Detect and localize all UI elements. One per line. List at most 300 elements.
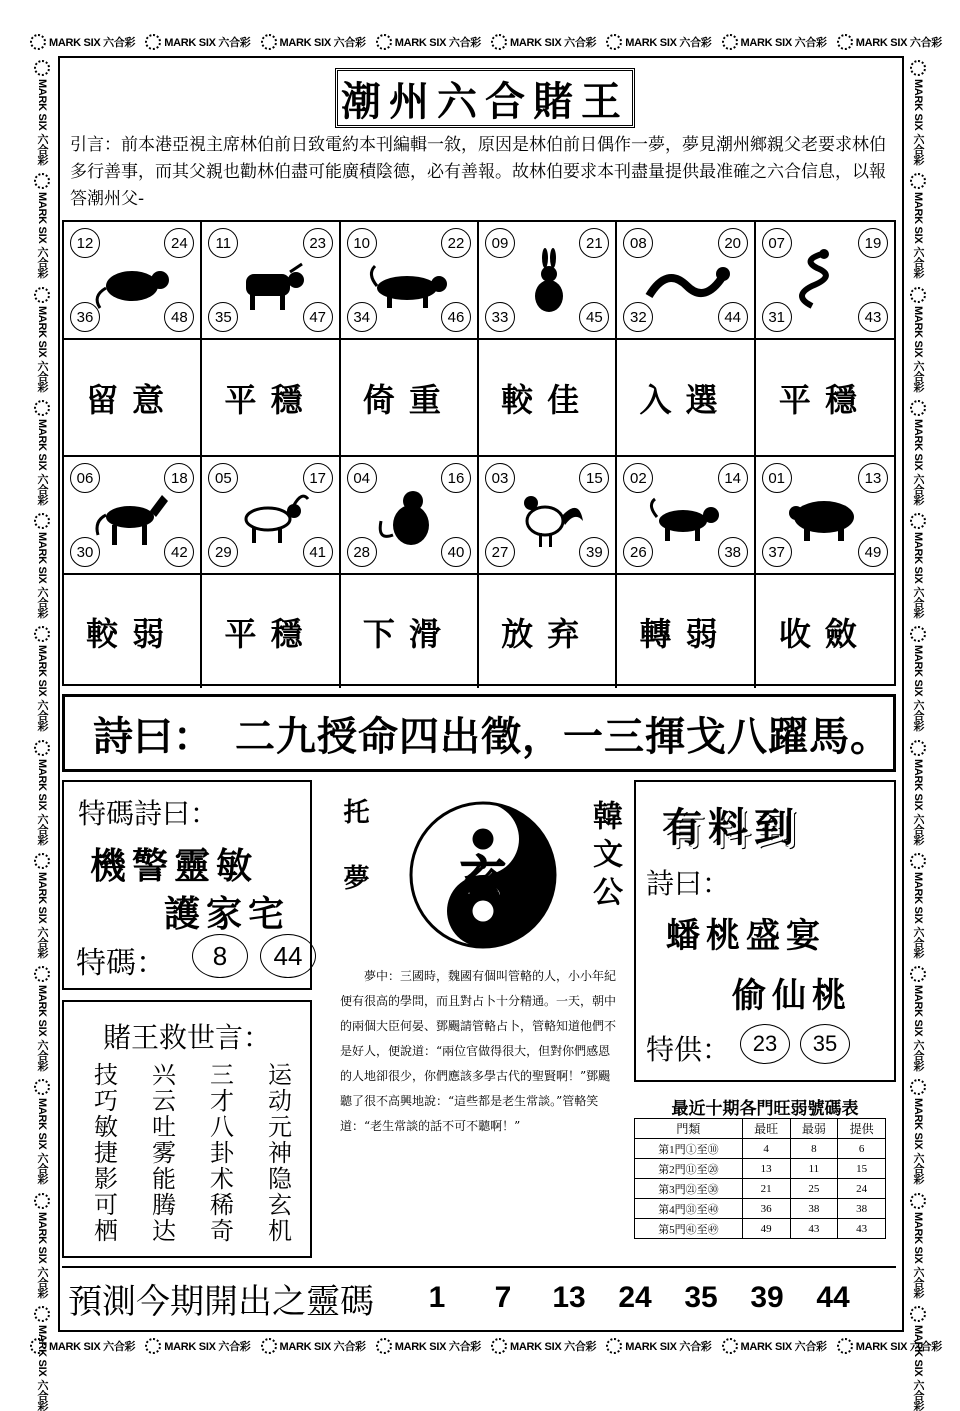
border-text: MARK SIX 六合彩 — [36, 418, 48, 505]
saving-word-char: 影 — [94, 1165, 118, 1193]
flower-icon — [261, 34, 277, 50]
zodiac-fortune-cell — [341, 340, 479, 457]
zodiac-cell — [756, 457, 894, 575]
poem-text: 二九授命四出徵，一三揮戈八躍馬。 — [235, 713, 891, 760]
border-left — [30, 60, 54, 1411]
border-unit — [145, 34, 250, 50]
goat-icon — [228, 481, 314, 551]
zodiac-number: 17 — [303, 463, 333, 493]
border-text: MARK SIX 六合彩 — [394, 1341, 481, 1353]
saving-word-char: 隐 — [268, 1165, 292, 1193]
border-unit — [34, 966, 50, 1071]
border-right — [906, 60, 930, 1411]
zodiac-cell — [479, 457, 617, 575]
zodiac-fortune-cell — [617, 340, 755, 457]
saving-word-char: 稀 — [210, 1191, 234, 1219]
zodiac-number: 02 — [623, 463, 653, 493]
saving-word-char: 运 — [268, 1061, 292, 1089]
border-text: MARK SIX 六合彩 — [912, 192, 924, 279]
saving-word-char: 三 — [210, 1061, 234, 1089]
zodiac-fortune-cell — [341, 575, 479, 688]
flower-icon — [910, 740, 926, 756]
border-text: MARK SIX 六合彩 — [36, 1324, 48, 1411]
rooster-icon — [505, 481, 591, 551]
table-cell: 第5門㊶至㊾ — [635, 1219, 743, 1239]
flower-icon — [34, 400, 50, 416]
saving-words-column — [210, 1062, 234, 1244]
border-text: MARK SIX 六合彩 — [510, 1341, 597, 1353]
tip-offer-label: 特供： — [646, 1033, 731, 1066]
border-unit — [910, 1079, 926, 1184]
pig-icon — [782, 481, 868, 551]
special-poem-line1: 機警靈敏 — [90, 846, 259, 887]
flower-icon — [34, 1306, 50, 1322]
tip-title: 有料到 — [662, 805, 800, 851]
flower-icon — [910, 400, 926, 416]
zodiac-fortune-cell — [479, 340, 617, 457]
flower-icon — [910, 173, 926, 189]
poem-banner — [62, 694, 896, 772]
border-unit — [606, 1338, 711, 1354]
border-unit — [910, 173, 926, 278]
border-unit — [491, 34, 596, 50]
border-text: MARK SIX 六合彩 — [855, 1341, 942, 1353]
flower-icon — [910, 1306, 926, 1322]
dream-section — [322, 780, 626, 1258]
zodiac-number: 18 — [164, 463, 194, 493]
zodiac-number: 01 — [762, 463, 792, 493]
border-text: MARK SIX 六合彩 — [36, 1098, 48, 1185]
flower-icon — [34, 966, 50, 982]
saving-word-char: 术 — [210, 1165, 234, 1193]
tip-box — [634, 780, 896, 1082]
saving-word-char: 机 — [268, 1217, 292, 1245]
table-row — [635, 1179, 886, 1199]
table-cell: 21 — [742, 1179, 790, 1199]
monkey-icon — [367, 481, 453, 551]
zodiac-number: 38 — [718, 537, 748, 567]
zodiac-number: 24 — [164, 228, 194, 258]
zodiac-fortune-cell — [756, 340, 894, 457]
flower-icon — [606, 34, 622, 50]
zodiac-number: 44 — [718, 302, 748, 332]
table-header: 最旺 — [742, 1119, 790, 1139]
border-text: MARK SIX 六合彩 — [36, 79, 48, 166]
border-unit — [34, 173, 50, 278]
border-text: MARK SIX 六合彩 — [912, 305, 924, 392]
table-cell: 43 — [790, 1219, 838, 1239]
border-text: MARK SIX 六合彩 — [625, 1341, 712, 1353]
zodiac-number: 46 — [441, 302, 471, 332]
table-cell: 8 — [790, 1139, 838, 1159]
zodiac-number: 05 — [208, 463, 238, 493]
border-unit — [910, 1306, 926, 1411]
zodiac-number: 37 — [762, 537, 792, 567]
table-header: 最弱 — [790, 1119, 838, 1139]
table-cell: 第4門㉛至㊵ — [635, 1199, 743, 1219]
border-top — [30, 30, 942, 54]
flower-icon — [34, 513, 50, 529]
flower-icon — [376, 1338, 392, 1354]
table-header: 提供 — [838, 1119, 886, 1139]
saving-word-char: 才 — [210, 1087, 234, 1115]
zodiac-fortune-word: 放弃 — [501, 614, 594, 653]
border-text: MARK SIX 六合彩 — [912, 871, 924, 958]
flower-icon — [34, 287, 50, 303]
flower-icon — [910, 60, 926, 76]
flower-icon — [910, 513, 926, 529]
flower-icon — [261, 1338, 277, 1354]
border-text: MARK SIX 六合彩 — [36, 1211, 48, 1298]
zodiac-number: 22 — [441, 228, 471, 258]
border-unit — [34, 1306, 50, 1411]
dream-vertical-title: 托夢 — [339, 798, 369, 930]
flower-icon — [376, 34, 392, 50]
zodiac-number: 20 — [718, 228, 748, 258]
border-unit — [910, 60, 926, 165]
zodiac-cell — [64, 457, 202, 575]
zodiac-cell — [617, 222, 755, 340]
special-poem-line2: 護家宅 — [164, 894, 291, 935]
table-cell: 6 — [838, 1139, 886, 1159]
table-cell: 15 — [838, 1159, 886, 1179]
zodiac-fortune-word: 平穩 — [224, 614, 317, 653]
border-text: MARK SIX 六合彩 — [912, 532, 924, 619]
border-unit — [34, 1079, 50, 1184]
table-cell: 43 — [838, 1219, 886, 1239]
table-cell: 第3門㉑至㉚ — [635, 1179, 743, 1199]
flower-icon — [34, 173, 50, 189]
zodiac-fortune-word: 轉弱 — [639, 614, 732, 653]
prediction-label: 預測今期開出之靈碼 — [68, 1281, 374, 1322]
border-unit — [910, 853, 926, 958]
saving-word-char: 可 — [94, 1191, 118, 1219]
rat-icon — [90, 246, 176, 316]
table-cell: 13 — [742, 1159, 790, 1179]
border-unit — [722, 34, 827, 50]
saving-word-char: 雾 — [152, 1139, 176, 1167]
zodiac-cell — [479, 222, 617, 340]
border-text: MARK SIX 六合彩 — [279, 37, 366, 49]
saving-words-title: 賭王救世言： — [102, 1021, 271, 1054]
saving-word-char: 栖 — [94, 1217, 118, 1245]
zodiac-number: 42 — [164, 537, 194, 567]
zodiac-number: 03 — [485, 463, 515, 493]
prediction-number: 13 — [552, 1281, 586, 1314]
zodiac-number: 10 — [347, 228, 377, 258]
border-text: MARK SIX 六合彩 — [36, 305, 48, 392]
border-unit — [491, 1338, 596, 1354]
saving-word-char: 奇 — [210, 1217, 234, 1245]
zodiac-number: 16 — [441, 463, 471, 493]
zodiac-number: 09 — [485, 228, 515, 258]
special-number-1: 8 — [192, 934, 248, 978]
prediction-number: 24 — [618, 1281, 652, 1314]
zodiac-number: 26 — [623, 537, 653, 567]
border-text: MARK SIX 六合彩 — [279, 1341, 366, 1353]
zodiac-fortune-cell — [756, 575, 894, 688]
zodiac-number: 49 — [858, 537, 888, 567]
border-unit — [34, 60, 50, 165]
table-cell: 11 — [790, 1159, 838, 1179]
zodiac-fortune-cell — [479, 575, 617, 688]
zodiac-fortune-cell — [64, 575, 202, 688]
zodiac-number: 32 — [623, 302, 653, 332]
zodiac-number: 11 — [208, 228, 238, 258]
zodiac-number: 21 — [579, 228, 609, 258]
saving-word-char: 能 — [152, 1165, 176, 1193]
table-cell: 49 — [742, 1219, 790, 1239]
tip-poem-line1: 蟠桃盛宴 — [666, 916, 826, 956]
tip-offer-2: 35 — [800, 1024, 850, 1064]
saving-word-char: 元 — [268, 1113, 292, 1141]
border-unit — [910, 1193, 926, 1298]
table-row — [635, 1159, 886, 1179]
border-unit — [722, 1338, 827, 1354]
flower-icon — [910, 287, 926, 303]
zodiac-grid — [62, 220, 896, 686]
author-vertical: 韓文公 — [587, 800, 622, 914]
border-text: MARK SIX 六合彩 — [912, 758, 924, 845]
border-unit — [910, 400, 926, 505]
snake-icon — [782, 246, 868, 316]
saving-words-column — [152, 1062, 176, 1244]
tip-poem-label: 詩曰： — [646, 867, 731, 900]
zodiac-number: 39 — [579, 537, 609, 567]
border-text: MARK SIX 六合彩 — [164, 1341, 251, 1353]
flower-icon — [722, 1338, 738, 1354]
tip-poem-line2: 偷仙桃 — [732, 976, 852, 1016]
zodiac-fortune-word: 平穩 — [224, 380, 317, 419]
border-text: MARK SIX 六合彩 — [912, 418, 924, 505]
table-cell: 第1門①至⑩ — [635, 1139, 743, 1159]
border-text: MARK SIX 六合彩 — [912, 1098, 924, 1185]
intro-text: 引言：前本港亞視主席林伯前日致電約本刊編輯一敘，原因是林伯前日偶作一夢，夢見潮州鄉親父老要求林伯多行善事，而其父親也勸林伯盡可能廣積陰德，必有善報。故林伯要求本刊盡量提供最准確之六合信息，以報答潮州父- — [70, 135, 886, 209]
zodiac-number: 30 — [70, 537, 100, 567]
flower-icon — [910, 1193, 926, 1209]
prediction-number: 1 — [428, 1281, 446, 1314]
border-unit — [34, 740, 50, 845]
border-text: MARK SIX 六合彩 — [49, 37, 136, 49]
zodiac-fortune-word: 留意 — [86, 380, 179, 419]
zodiac-fortune-word: 收斂 — [778, 614, 871, 653]
zodiac-number: 07 — [762, 228, 792, 258]
zodiac-number: 48 — [164, 302, 194, 332]
zodiac-number: 29 — [208, 537, 238, 567]
border-unit — [34, 853, 50, 958]
border-text: MARK SIX 六合彩 — [36, 985, 48, 1072]
zodiac-cell — [202, 222, 340, 340]
border-text: MARK SIX 六合彩 — [912, 1211, 924, 1298]
border-unit — [376, 1338, 481, 1354]
flower-icon — [837, 1338, 853, 1354]
poem-label: 詩曰： — [93, 713, 213, 760]
table-row — [635, 1199, 886, 1219]
rabbit-icon — [505, 246, 591, 316]
zodiac-number: 19 — [858, 228, 888, 258]
saving-word-char: 达 — [152, 1217, 176, 1245]
border-text: MARK SIX 六合彩 — [912, 985, 924, 1072]
border-text: MARK SIX 六合彩 — [394, 37, 481, 49]
saving-word-char: 捷 — [94, 1139, 118, 1167]
border-unit — [34, 400, 50, 505]
table-cell: 24 — [838, 1179, 886, 1199]
saving-word-char: 技 — [94, 1061, 118, 1089]
zodiac-number: 28 — [347, 537, 377, 567]
zodiac-number: 35 — [208, 302, 238, 332]
zodiac-number: 47 — [303, 302, 333, 332]
table-row — [635, 1139, 886, 1159]
saving-word-char: 云 — [152, 1087, 176, 1115]
zodiac-number: 41 — [303, 537, 333, 567]
page-title: 潮州六合賭王 — [335, 68, 635, 128]
saving-words-column — [94, 1062, 118, 1244]
zodiac-number: 06 — [70, 463, 100, 493]
border-unit — [910, 966, 926, 1071]
zodiac-cell — [202, 457, 340, 575]
border-unit — [910, 287, 926, 392]
prediction-numbers — [404, 1281, 866, 1315]
flower-icon — [30, 34, 46, 50]
zodiac-fortune-word: 入選 — [639, 380, 732, 419]
horse-icon — [90, 481, 176, 551]
stats-table-title: 最近十期各門旺弱號碼表 — [671, 1099, 859, 1119]
zodiac-number: 45 — [579, 302, 609, 332]
table-row — [635, 1219, 886, 1239]
saving-word-char: 巧 — [94, 1087, 118, 1115]
zodiac-number: 23 — [303, 228, 333, 258]
saving-word-char: 玄 — [268, 1191, 292, 1219]
border-bottom — [30, 1334, 942, 1358]
zodiac-cell — [64, 222, 202, 340]
zodiac-fortune-word: 平穩 — [778, 380, 871, 419]
border-unit — [606, 34, 711, 50]
flower-icon — [910, 1079, 926, 1095]
flower-icon — [491, 1338, 507, 1354]
border-unit — [910, 513, 926, 618]
zodiac-cell — [341, 222, 479, 340]
border-text: MARK SIX 六合彩 — [36, 871, 48, 958]
zodiac-number: 08 — [623, 228, 653, 258]
yin-yang-char: 玄 — [460, 851, 506, 904]
table-cell: 25 — [790, 1179, 838, 1199]
zodiac-number: 43 — [858, 302, 888, 332]
flower-icon — [34, 1079, 50, 1095]
border-unit — [34, 513, 50, 618]
zodiac-cell — [617, 457, 755, 575]
border-text: MARK SIX 六合彩 — [740, 37, 827, 49]
special-poem-label: 特碼詩曰： — [78, 797, 219, 830]
flower-icon — [34, 1193, 50, 1209]
border-text: MARK SIX 六合彩 — [510, 37, 597, 49]
border-text: MARK SIX 六合彩 — [912, 1324, 924, 1411]
saving-word-char: 卦 — [210, 1139, 234, 1167]
table-cell: 38 — [838, 1199, 886, 1219]
border-unit — [837, 34, 942, 50]
flower-icon — [606, 1338, 622, 1354]
zodiac-number: 15 — [579, 463, 609, 493]
saving-word-char: 腾 — [152, 1191, 176, 1219]
prediction-bar — [62, 1266, 896, 1328]
zodiac-number: 12 — [70, 228, 100, 258]
dream-story: 夢中：三國時，魏國有個叫管輅的人，小小年紀便有很高的學問，而且對占卜十分精通。一天，朝中的兩個大臣何晏、鄧颺請管輅占卜，管輅知道他們不是好人，便說道：“兩位官做得很大，但對你們感恩的人地卻很少，你們應該多學古代的聖賢啊！”鄧颺聽了很不高興地說：“這些都是老生常談。”管輅笑道：“老生常談的話不可不聽啊！” — [340, 969, 617, 1133]
dog-icon — [643, 481, 729, 551]
zodiac-fortune-cell — [617, 575, 755, 688]
zodiac-fortune-cell — [202, 575, 340, 688]
zodiac-fortune-word: 倚重 — [362, 380, 455, 419]
table-cell: 36 — [742, 1199, 790, 1219]
border-unit — [34, 1193, 50, 1298]
special-number-label: 特碼： — [76, 946, 166, 981]
flower-icon — [34, 853, 50, 869]
prediction-number: 39 — [750, 1281, 784, 1314]
border-text: MARK SIX 六合彩 — [36, 192, 48, 279]
zodiac-cell — [341, 457, 479, 575]
border-text: MARK SIX 六合彩 — [36, 758, 48, 845]
border-unit — [376, 34, 481, 50]
flower-icon — [910, 626, 926, 642]
border-unit — [837, 1338, 942, 1354]
saving-words-columns — [94, 1062, 292, 1244]
border-unit — [34, 626, 50, 731]
table-cell: 第2門⑪至⑳ — [635, 1159, 743, 1179]
border-text: MARK SIX 六合彩 — [164, 37, 251, 49]
border-text: MARK SIX 六合彩 — [625, 37, 712, 49]
special-poem-box — [62, 780, 312, 990]
zodiac-cell — [756, 222, 894, 340]
zodiac-number: 31 — [762, 302, 792, 332]
table-cell: 4 — [742, 1139, 790, 1159]
saving-word-char: 动 — [268, 1087, 292, 1115]
table-header: 門類 — [635, 1119, 743, 1139]
yin-yang-icon — [408, 800, 558, 950]
flower-icon — [837, 34, 853, 50]
border-text: MARK SIX 六合彩 — [740, 1341, 827, 1353]
prediction-number: 44 — [816, 1281, 850, 1314]
border-unit — [30, 34, 135, 50]
saving-word-char: 神 — [268, 1139, 292, 1167]
border-text: MARK SIX 六合彩 — [912, 79, 924, 166]
zodiac-number: 14 — [718, 463, 748, 493]
zodiac-fortune-word: 較佳 — [501, 380, 594, 419]
flower-icon — [491, 34, 507, 50]
flower-icon — [910, 853, 926, 869]
tiger-icon — [367, 246, 453, 316]
saving-word-char: 吐 — [152, 1113, 176, 1141]
tip-offer-1: 23 — [740, 1024, 790, 1064]
border-unit — [261, 1338, 366, 1354]
zodiac-fortune-cell — [202, 340, 340, 457]
table-cell: 38 — [790, 1199, 838, 1219]
zodiac-number: 36 — [70, 302, 100, 332]
border-text: MARK SIX 六合彩 — [49, 1341, 136, 1353]
saving-words-column — [268, 1062, 292, 1244]
saving-word-char: 兴 — [152, 1061, 176, 1089]
zodiac-number: 40 — [441, 537, 471, 567]
flower-icon — [910, 966, 926, 982]
zodiac-number: 33 — [485, 302, 515, 332]
zodiac-fortune-word: 較弱 — [86, 614, 179, 653]
border-unit — [145, 1338, 250, 1354]
zodiac-fortune-word: 下滑 — [362, 614, 455, 653]
border-text: MARK SIX 六合彩 — [36, 645, 48, 732]
flower-icon — [34, 626, 50, 642]
ox-icon — [228, 246, 314, 316]
saving-words-box — [62, 1000, 312, 1258]
border-text: MARK SIX 六合彩 — [912, 645, 924, 732]
zodiac-fortune-cell — [64, 340, 202, 457]
flower-icon — [34, 60, 50, 76]
